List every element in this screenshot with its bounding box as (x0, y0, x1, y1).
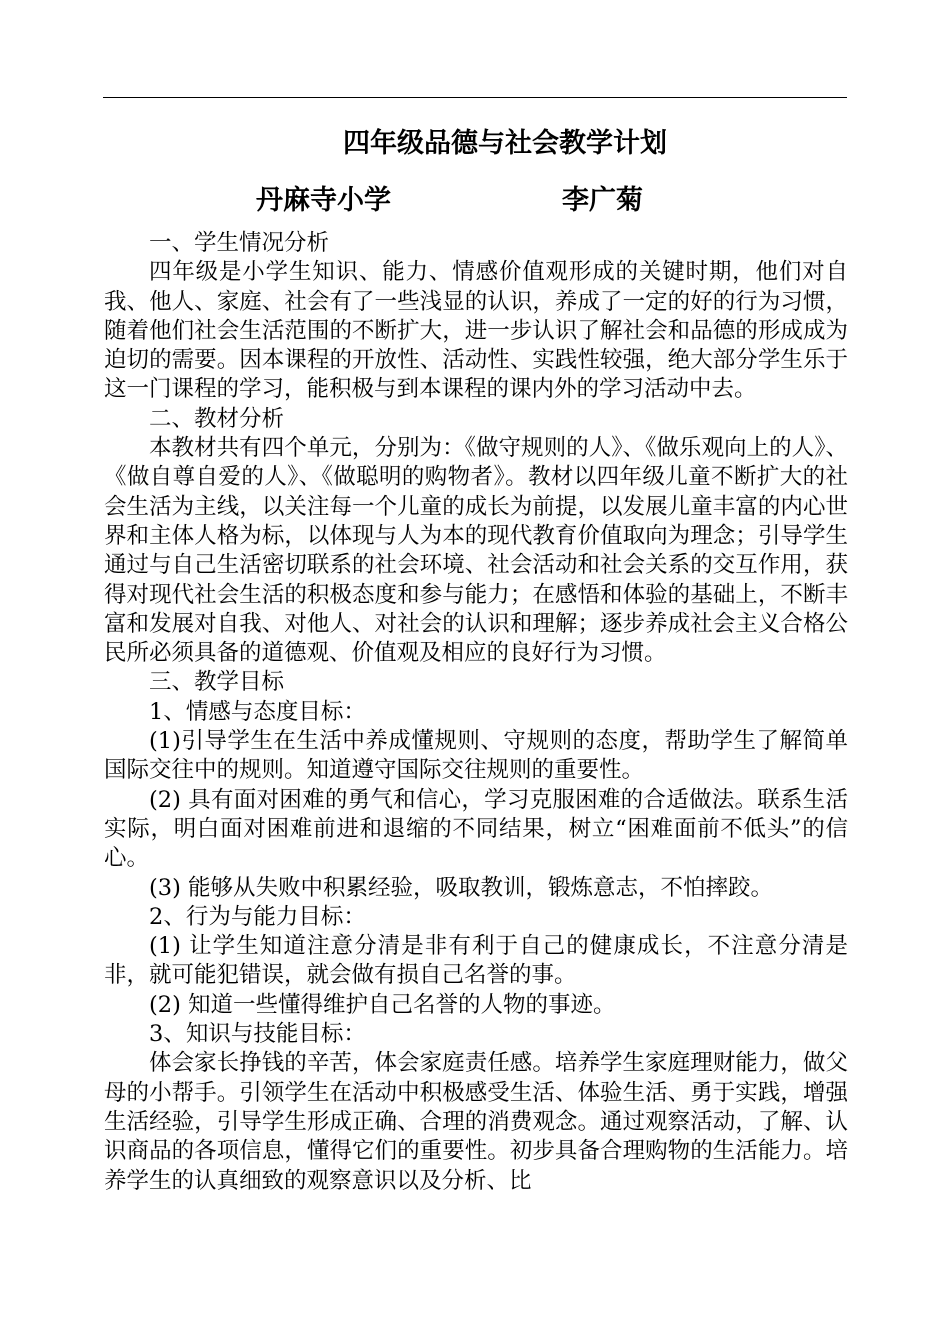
document-body (104, 229, 848, 1196)
list-item-behavior-1: (1) 让学生知道注意分清是非有利于自己的健康成长，不注意分清是非，就可能犯错误，就会做有损自己名誉的事。 (104, 933, 848, 989)
subheading-emotion-goals: 1、情感与态度目标： (149, 698, 366, 725)
section-heading-student-analysis: 一、学生情况分析 (149, 230, 330, 256)
subheading-knowledge-goals: 3、知识与技能目标： (149, 1021, 366, 1048)
section-heading-textbook-analysis: 二、教材分析 (149, 405, 285, 432)
school-name: 丹麻寺小学 (256, 185, 391, 216)
subheading-behavior-goals: 2、行为与能力目标： (149, 903, 366, 930)
author-name: 李广菊 (562, 185, 643, 216)
list-item-emotion-3: (3) 能够从失败中积累经验，吸取教训，锻炼意志，不怕摔跤。 (149, 874, 774, 901)
paragraph-knowledge-goals: 体会家长挣钱的辛苦，体会家庭责任感。培养学生家庭理财能力，做父母的小帮手。引领学生在活动中积极感受生活、体验生活、勇于实践，增强生活经验，引导学生形成正确、合理的消费观念。通过观察活动，了解、认识商品的各项信息，懂得它们的重要性。初步具备合理购物的生活能力。培养学生的认真细致的观察意识以及分析、比 (104, 1050, 848, 1194)
byline (0, 181, 950, 221)
paragraph-student-analysis: 四年级是小学生知识、能力、情感价值观形成的关键时期，他们对自我、他人、家庭、社会有了一些浅显的认识，养成了一定的好的行为习惯，随着他们社会生活范围的不断扩大，进一步认识了解社会和品德的形成成为迫切的需要。因本课程的开放性、活动性、实践性较强，绝大部分学生乐于这一门课程的学习，能积极与到本课程的课内外的学习活动中去。 (104, 259, 848, 403)
paragraph-textbook-analysis: 本教材共有四个单元，分别为：《做守规则的人》、《做乐观向上的人》、《做自尊自爱的人》、《做聪明的购物者》。教材以四年级儿童不断扩大的社会生活为主线，以关注每一个儿童的成长为前提，以发展儿童丰富的内心世界和主体人格为标，以体现与人为本的现代教育价值取向为理念；引导学生通过与自己生活密切联系的社会环境、社会活动和社会关系的交互作用，获得对现代社会生活的积极态度和参与能力；在感悟和体验的基础上，不断丰富和发展对自我、对他人、对社会的认识和理解；逐步养成社会主义合格公民所必须具备的道德观、价值观及相应的良好行为习惯。 (104, 435, 848, 667)
list-item-behavior-2: (2) 知道一些懂得维护自己名誉的人物的事迹。 (149, 991, 616, 1018)
list-item-emotion-2: (2) 具有面对困难的勇气和信心，学习克服困难的合适做法。联系生活实际，明白面对困难前进和退缩的不同结果，树立“困难面前不低头”的信心。 (104, 786, 848, 872)
section-heading-teaching-goals: 三、教学目标 (149, 669, 285, 696)
header-rule (103, 97, 847, 98)
list-item-emotion-1: (1)引导学生在生活中养成懂规则、守规则的态度，帮助学生了解简单国际交往中的规则。知道遵守国际交往规则的重要性。 (104, 728, 848, 784)
document-title: 四年级品德与社会教学计划 (343, 128, 667, 159)
